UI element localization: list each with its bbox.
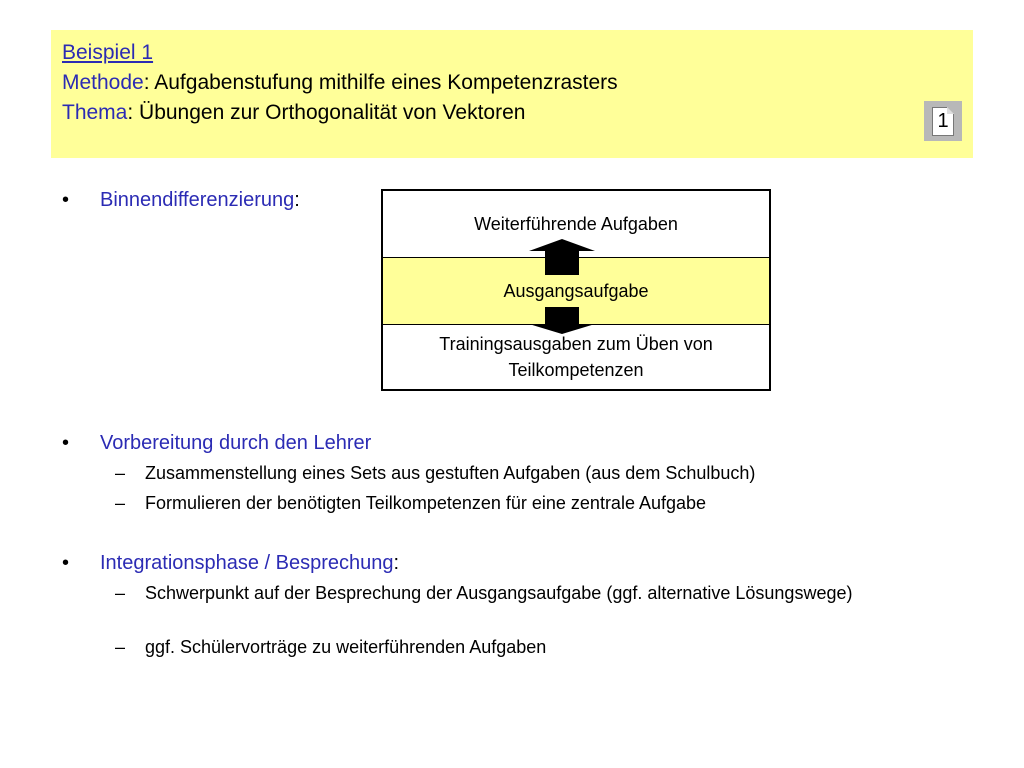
section-title: Binnendifferenzierung	[100, 189, 295, 211]
page-icon	[932, 107, 954, 136]
page-number-button[interactable]	[924, 101, 962, 141]
method-line	[62, 71, 618, 95]
example-title: Beispiel 1	[62, 41, 154, 64]
page-number: 1	[937, 110, 949, 132]
arrow-up-icon	[529, 239, 595, 275]
topic-text: : Übungen zur Orthogonalität von Vektoren	[127, 101, 526, 124]
method-text: : Aufgabenstufung mithilfe eines Kompetenzrasters	[143, 71, 618, 94]
section-title: Vorbereitung durch den Lehrer	[100, 432, 372, 454]
dash-marker: –	[115, 637, 126, 657]
arrow-down-icon	[529, 307, 595, 334]
bullet-marker: •	[62, 432, 70, 454]
section-title: Integrationsphase / Besprechung	[100, 552, 394, 574]
section-suffix: :	[393, 552, 400, 574]
dash-marker: –	[115, 463, 126, 483]
slide-header	[51, 30, 973, 158]
box-training-tasks	[383, 325, 769, 389]
box-starting-label: Ausgangsaufgabe	[503, 281, 649, 301]
list-item-text: Schwerpunkt auf der Besprechung der Ausgangsaufgabe (ggf. alternative Lösungswege)	[145, 583, 853, 603]
section-suffix: :	[294, 189, 300, 211]
dash-marker: –	[115, 583, 126, 603]
box-training-label: Trainingsausgaben zum Üben von Teilkompetenzen	[439, 334, 713, 380]
method-label: Methode	[62, 71, 144, 94]
list-item-text: Formulieren der benötigten Teilkompetenzen für eine zentrale Aufgabe	[145, 493, 707, 513]
bullet-marker: •	[62, 189, 70, 211]
box-advanced-label: Weiterführende Aufgaben	[474, 214, 678, 234]
task-levels-diagram	[381, 189, 771, 391]
list-item-text: Zusammenstellung eines Sets aus gestuften Aufgaben (aus dem Schulbuch)	[145, 463, 756, 483]
dash-marker: –	[115, 493, 126, 513]
topic-line	[62, 101, 525, 125]
list-item-text: ggf. Schülervorträge zu weiterführenden Aufgaben	[145, 637, 547, 657]
bullet-marker: •	[62, 552, 70, 574]
topic-label: Thema	[62, 101, 128, 124]
